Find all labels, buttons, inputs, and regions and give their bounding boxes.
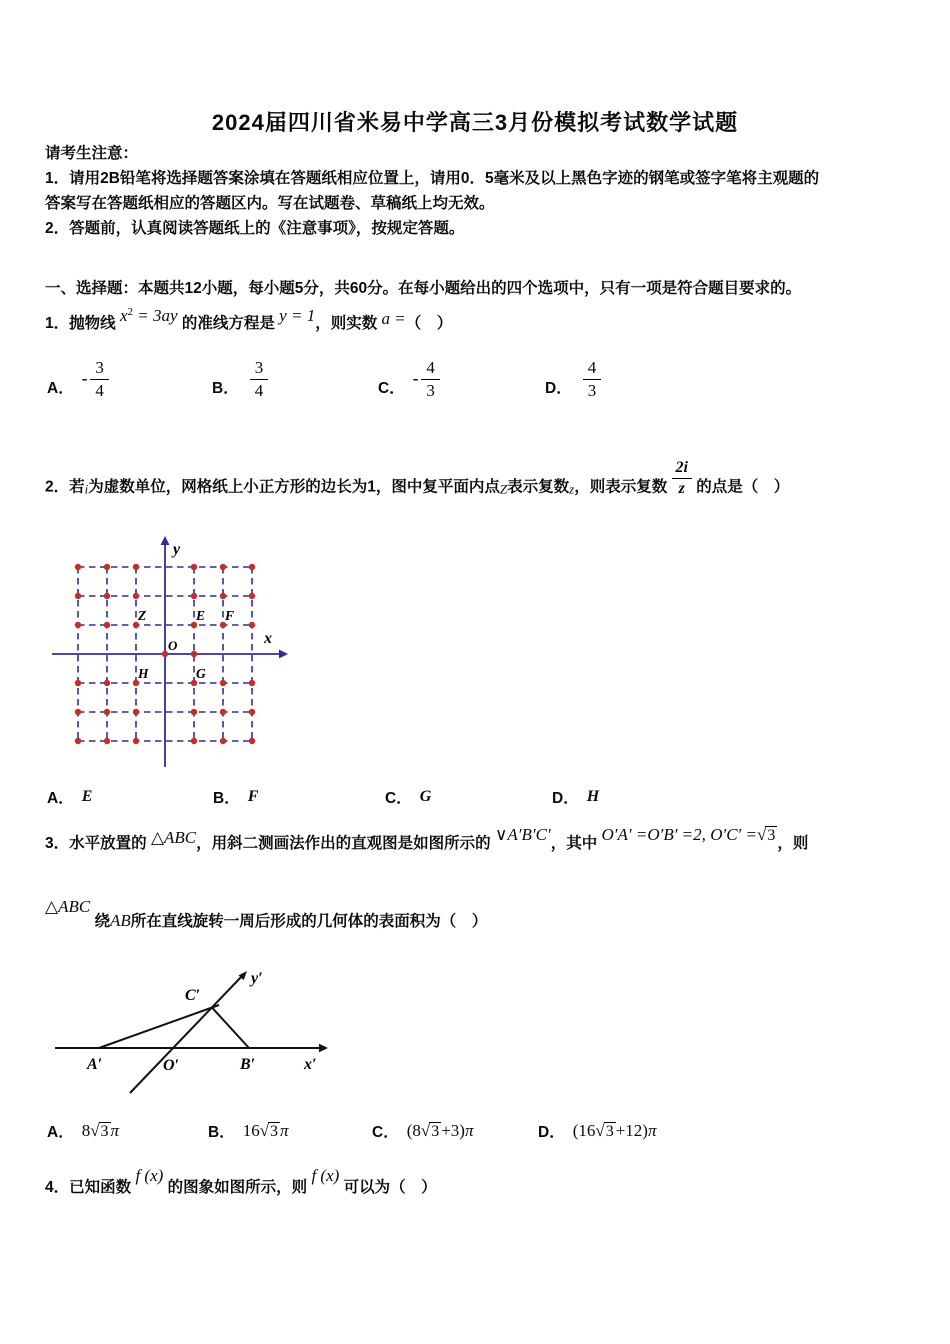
y-axis-label: y [173, 541, 181, 558]
y-axis-arrow [161, 536, 170, 545]
q1-option-b [212, 358, 268, 404]
q3-option-c [372, 1120, 474, 1142]
q2-option-c [385, 786, 431, 808]
q3-text-3: ，其中 [550, 835, 598, 852]
q2-option-d [552, 786, 599, 808]
q1-option-c: C． - $\frac{4}{3}$ [378, 362, 440, 404]
svg-text:Z: Z [138, 608, 147, 623]
q3-triangle-abc-2: △ABC [45, 897, 91, 916]
notice-heading: 请考生注意： [45, 145, 139, 162]
question-3-text [45, 825, 809, 856]
question-1-number: 1． [45, 315, 70, 332]
q1-text-3: ，则实数 [315, 315, 378, 332]
q4-fx-2: f (x) [311, 1166, 340, 1185]
segment-c-b [212, 1008, 249, 1048]
option-label: A． [47, 1124, 74, 1141]
q3-text-4: ，则 [777, 835, 809, 852]
fraction: $\frac{3}{4}$ [90, 358, 109, 400]
option-label: C． [372, 1124, 399, 1141]
q3-option-d [538, 1120, 657, 1142]
label-x-prime: x′ [304, 1056, 317, 1073]
q3-option-b [208, 1120, 289, 1142]
q1-bracket: （ ） [405, 315, 453, 332]
q3-var-ab: AB [110, 911, 131, 930]
option-label: B． [213, 790, 240, 807]
svg-text:F: F [225, 608, 235, 623]
option-label: B． [208, 1124, 235, 1141]
q2-text-1: 若 [69, 478, 85, 496]
svg-text:G: G [196, 666, 206, 681]
q3-oc-sqrt3: O′C′ =√3 [710, 825, 776, 844]
q1-option-a: A． - $\frac{3}{4}$ [47, 362, 109, 404]
q2-text-3: 表示复数 [507, 478, 570, 496]
q2-complex-plane-figure [40, 530, 300, 778]
point-labels [137, 608, 234, 681]
label-b-prime: B′ [240, 1056, 256, 1073]
option-value: 8√3 π [81, 1121, 120, 1140]
option-label: C． [378, 380, 405, 398]
question-3-number: 3． [45, 835, 70, 852]
question-4-number: 4． [45, 1179, 70, 1196]
q2-text-2: 为虚数单位，网格纸上小正方形的边长为1，图中复平面内点 [88, 478, 500, 496]
option-value: E [81, 788, 93, 805]
section-1-heading: 一、选择题：本题共12小题，每小题5分，共60分。在每小题给出的四个选项中，只有一项是符合题目要求的。 [45, 280, 802, 297]
option-label: B． [212, 380, 239, 398]
q4-text-1: 已知函数 [69, 1179, 132, 1196]
notice-line-2: 答案写在答题纸相应的答题区内。写在试题卷、草稿纸上均无效。 [45, 195, 495, 212]
fraction: $\frac{4}{3}$ [421, 358, 440, 400]
origin-label: O [168, 638, 178, 653]
q2-fraction-2i-over-z: $\frac{2i}{z}$ [672, 458, 692, 498]
q3-lengths: O′A′ =O′B′ =2, [601, 825, 706, 844]
q3-text-2: ，用斜二测画法作出的直观图是如图所示的 [196, 835, 491, 852]
q4-text-2: 的图象如图所示，则 [167, 1179, 308, 1196]
label-c-prime: C′ [185, 987, 201, 1004]
q3-text-1: 水平放置的 [69, 835, 147, 852]
q2-option-b [213, 786, 258, 808]
option-label: D． [538, 1124, 565, 1141]
q3-triangle-a1b1c1: ∨A′B′C′ [494, 825, 551, 844]
q3-option-a [47, 1120, 119, 1142]
q2-option-a [47, 786, 92, 808]
option-value: G [419, 788, 432, 805]
option-value: 16√3 π [242, 1121, 289, 1140]
notice-line-1: 1．请用2B铅笔将选择题答案涂填在答题纸相应位置上，请用0．5毫米及以上黑色字迹的钢笔或签字笔将主观题的 [45, 170, 820, 187]
q3-oblique-diagram-figure [45, 955, 345, 1105]
q4-fx-1: f (x) [135, 1166, 164, 1185]
notice-block [45, 141, 925, 241]
q2-var-i: i [84, 481, 89, 497]
option-value: (8√3 +3)π [406, 1121, 474, 1140]
label-a-prime: A′ [87, 1056, 103, 1073]
option-value: H [586, 788, 600, 805]
x-axis-label: x [264, 630, 272, 647]
question-4-text [45, 1166, 437, 1200]
q1-text-2: 的准线方程是 [181, 315, 275, 332]
q2-var-z: z [569, 481, 575, 497]
svg-text:E: E [196, 608, 206, 623]
option-label: C． [385, 790, 412, 807]
option-label: D． [545, 380, 572, 398]
option-label: D． [552, 790, 579, 807]
question-2-number: 2． [45, 478, 70, 496]
q3-triangle-abc: △ABC [150, 828, 197, 847]
option-value: F [247, 788, 259, 805]
option-label: A． [47, 380, 74, 398]
q3-text-6: 所在直线旋转一周后形成的几何体的表面积为（ ） [130, 913, 488, 930]
label-y-prime: y′ [251, 970, 263, 987]
q3-text-5: 绕 [94, 913, 111, 930]
q2-var-Z: Z [499, 481, 508, 497]
svg-text:H: H [138, 666, 149, 681]
q1-formula-directrix: y = 1 [279, 306, 316, 325]
x-axis-arrow [279, 650, 288, 659]
question-3-text-line2 [45, 897, 488, 934]
q2-text-5: 的点是（ ） [696, 478, 790, 496]
option-value: (16√3 +12)π [572, 1121, 657, 1140]
notice-line-3: 2．答题前，认真阅读答题纸上的《注意事项》，按规定答题。 [45, 220, 465, 237]
q1-option-d [545, 358, 601, 404]
q4-text-3: 可以为（ ） [343, 1179, 437, 1196]
question-2-text [45, 459, 790, 507]
segment-a-c [99, 1005, 219, 1048]
q1-formula-parabola: $x^2 = 3ay$ [119, 306, 178, 325]
q1-text-1: 抛物线 [69, 315, 116, 332]
q2-text-4: ，则表示复数 [574, 478, 668, 496]
label-o-prime: O′ [163, 1057, 180, 1074]
question-1-text [45, 306, 453, 336]
x-prime-arrow [319, 1044, 328, 1052]
page-title: 2024届四川省米易中学高三3月份模拟考试数学试题 [211, 110, 739, 135]
option-label: A． [47, 790, 74, 807]
fraction: $\frac{3}{4}$ [250, 358, 269, 400]
fraction: $\frac{4}{3}$ [583, 358, 602, 400]
q1-formula-a: a = [381, 309, 406, 328]
